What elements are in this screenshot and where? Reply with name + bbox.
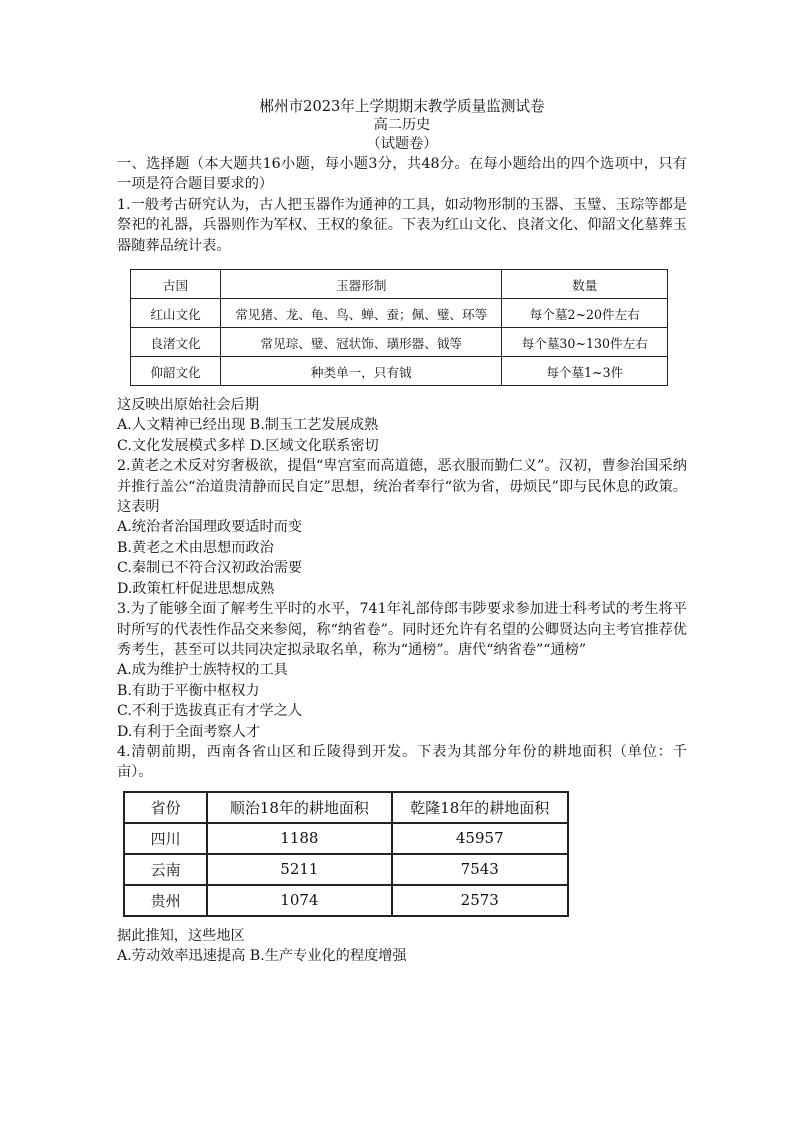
question-3-stem: 3.为了能够全面了解考生平时的水平，741年礼部侍郎韦陟要求参加进士科考试的考生将平时所写的代表性作品交来参阅，称“纳省卷”。同时还允许有名望的公卿贤达向主考官推荐优秀考生，甚至可以共同决定拟录取名单，称为“通榜”。唐代“纳省卷”“通榜” <box>117 601 687 658</box>
table-cell: 常见猪、龙、龟、鸟、蝉、蚕；佩、璧、环等 <box>221 299 502 328</box>
table-header-cell: 数量 <box>502 270 668 299</box>
table-header-cell: 乾隆18年的耕地面积 <box>392 792 569 823</box>
exam-title: 郴州市2023年上学期期末教学质量监测试卷 <box>259 98 545 115</box>
table-row <box>131 357 668 386</box>
table-cell: 5211 <box>207 854 391 885</box>
question-2-option: B.黄老之术由思想而政治 <box>117 539 274 556</box>
table-header-row <box>131 270 668 299</box>
section-heading: 一、选择题（本大题共16小题，每小题3分，共48分。在每小题给出的四个选项中，只有一项是符合题目要求的） <box>117 156 687 193</box>
table-cell: 每个墓2~20件左右 <box>502 299 668 328</box>
table-cell: 45957 <box>392 823 569 854</box>
table-cell: 7543 <box>392 854 569 885</box>
paper-type-label: （试题卷） <box>366 136 438 152</box>
table-cell: 1074 <box>207 885 391 916</box>
table-header-row <box>124 792 568 823</box>
table-cell: 1188 <box>207 823 391 854</box>
table-header-cell: 省份 <box>124 792 207 823</box>
exam-subject: 高二历史 <box>373 117 431 133</box>
table-cell: 种类单一，只有钺 <box>221 357 502 386</box>
question-1-prompt: 这反映出原始社会后期 <box>117 397 259 414</box>
table-cell: 红山文化 <box>131 299 221 328</box>
table-row <box>124 854 568 885</box>
question-4-stem: 4.清朝前期，西南各省山区和丘陵得到开发。下表为其部分年份的耕地面积（单位：千亩）。 <box>117 743 687 781</box>
table-cell: 良渚文化 <box>131 328 221 357</box>
table-cell: 2573 <box>392 885 569 916</box>
table-row <box>124 823 568 854</box>
question-2-stem: 2.黄老之术反对穷奢极欲，提倡“卑宫室而高道德，恶衣服而勤仁义”。汉初，曹参治国采纳并推行盖公“治道贵清静而民自定”思想，统治者奉行“欲为省，毋烦民”即与民休息的政策。这表明 <box>117 458 687 516</box>
question-4-prompt: 据此推知，这些地区 <box>117 927 245 944</box>
question-2-option: C.秦制已不符合汉初政治需要 <box>117 560 303 577</box>
question-3-option: B.有助于平衡中枢权力 <box>117 682 260 699</box>
table-cell: 每个墓1~3件 <box>502 357 668 386</box>
question-3-option: D.有利于全面考察人才 <box>117 723 261 740</box>
question-2-option: D.政策杠杆促进思想成熟 <box>117 580 275 597</box>
table-cell: 云南 <box>124 854 207 885</box>
table-cell: 每个墓30~130件左右 <box>502 328 668 357</box>
question-3-option: C.不利于选拔真正有才学之人 <box>117 703 303 720</box>
question-1-option-line: A.人文精神已经出现 B.制玉工艺发展成熟 <box>117 417 379 434</box>
question-3-option: A.成为维护士族特权的工具 <box>117 662 288 679</box>
question-4-option-line: A.劳动效率迅速提高 B.生产专业化的程度增强 <box>117 948 407 965</box>
table-cell: 常见琮、璧、冠状饰、璜形器、钺等 <box>221 328 502 357</box>
jade-artifacts-table <box>130 269 668 386</box>
exam-page <box>117 97 687 967</box>
table-header-cell: 玉器形制 <box>221 270 502 299</box>
farmland-area-table <box>123 791 569 917</box>
question-1-option-line: C.文化发展模式多样 D.区域文化联系密切 <box>117 437 379 454</box>
table-header-cell: 古国 <box>131 270 221 299</box>
table-cell: 仰韶文化 <box>131 357 221 386</box>
table-header-cell: 顺治18年的耕地面积 <box>207 792 391 823</box>
question-2-option: A.统治者治国理政要适时而变 <box>117 519 303 536</box>
table-row <box>131 299 668 328</box>
table-row <box>124 885 568 916</box>
table-cell: 贵州 <box>124 885 207 916</box>
table-cell: 四川 <box>124 823 207 854</box>
question-1-stem: 1.一般考古研究认为，古人把玉器作为通神的工具，如动物形制的玉器、玉璧、玉琮等都是祭祀的礼器，兵器则作为军权、王权的象征。下表为红山文化、良渚文化、仰韶文化墓葬玉器随葬品统计表。 <box>117 196 687 254</box>
table-row <box>131 328 668 357</box>
